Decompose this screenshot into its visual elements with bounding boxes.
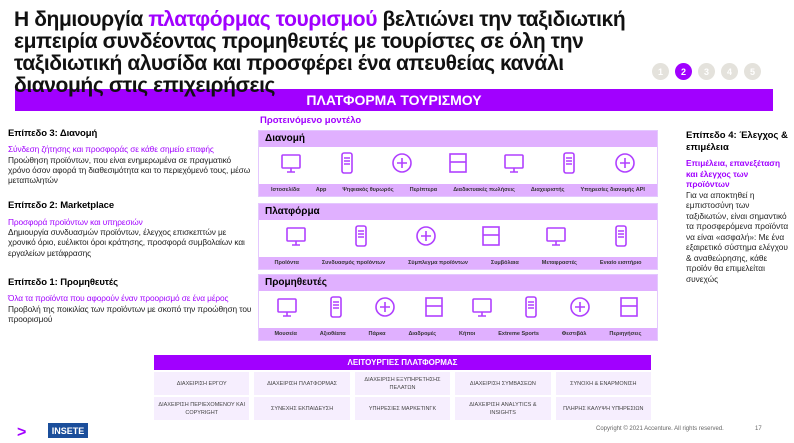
insete-logo: INSETE	[48, 423, 88, 438]
platform-banner: ΠΛΑΤΦΟΡΜΑ ΤΟΥΡΙΣΜΟΥ	[15, 89, 773, 111]
level-subtitle: Επιμέλεια, επανεξέταση και έλεγχος των προϊόντων	[686, 158, 781, 189]
accenture-logo: >	[17, 424, 27, 441]
panel-title: Διανομή	[259, 131, 657, 147]
panel-distribution	[258, 130, 658, 197]
function-cell: ΥΠΗΡΕΣΙΕΣ ΜΑΡΚΕΤΙΝΓΚ	[355, 397, 450, 420]
item-label: Μεταφραστές	[541, 260, 577, 266]
park-tree-icon	[372, 294, 398, 325]
copyright: Copyright © 2021 Accenture. All rights reserved.	[596, 426, 724, 432]
kiosk-icon	[445, 150, 471, 181]
pagination	[652, 63, 761, 80]
page-title	[14, 9, 646, 97]
page-dot-4[interactable]: 4	[721, 63, 738, 80]
item-label: Extreme Sports	[498, 331, 539, 337]
page-dot-2-active[interactable]: 2	[675, 63, 692, 80]
level-2	[8, 201, 252, 257]
title-text-rest: βελτιώνει την ταξιδιωτική εμπειρία συνδέοντας προμηθευτές με τουρίστες σε όλη την ταξιδιωτική αλυσίδα και προσφέρει ένα απευθείας κανάλι διανομής στις επιχειρήσεις	[14, 8, 626, 97]
level-text: Προβολή της ποικιλίας των προϊόντων με σκοπό την προώθηση του προορισμού	[8, 303, 252, 324]
icon-row	[259, 291, 657, 328]
title-text: Η δημιουργία	[14, 8, 149, 31]
app-icon	[334, 150, 360, 181]
functions-grid	[154, 372, 651, 420]
page-dot-3[interactable]: 3	[698, 63, 715, 80]
page-number: 17	[755, 426, 762, 432]
proposed-model-label: Προτεινόμενο μοντέλο	[260, 115, 362, 126]
item-label: Ψηφιακός θυρωρός	[342, 187, 394, 193]
api-globe-icon	[612, 150, 638, 181]
level-4	[686, 130, 790, 284]
levels-description	[8, 129, 252, 340]
museum-icon	[274, 294, 300, 325]
page-dot-1[interactable]: 1	[652, 63, 669, 80]
label-row	[259, 257, 657, 269]
item-label: Πάρκα	[368, 331, 386, 337]
item-label: Συμβόλαια	[490, 260, 519, 266]
item-label: Διαδικτυακές πωλήσεις	[453, 187, 515, 193]
function-cell: ΔΙΑΧΕΙΡΙΣΗ ΠΕΡΙΕΧΟΜΕΝΟΥ ΚΑΙ COPYRIGHT	[154, 397, 249, 420]
function-cell: ΔΙΑΧΕΙΡΙΣΗ ANALYTICS & INSIGHTS	[455, 397, 550, 420]
label-row	[259, 184, 657, 196]
function-cell: ΔΙΑΧΕΙΡΙΣΗ ΠΛΑΤΦΟΡΜΑΣ	[254, 372, 349, 395]
carriage-icon	[616, 294, 642, 325]
panel-platform	[258, 203, 658, 270]
panel-title: Προμηθευτές	[259, 275, 657, 291]
page-dot-5[interactable]: 5	[744, 63, 761, 80]
item-label: Διαδρομές	[408, 331, 437, 337]
panel-suppliers	[258, 274, 658, 341]
functions-title: ΛΕΙΤΟΥΡΓΙΕΣ ΠΛΑΤΦΟΡΜΑΣ	[154, 355, 651, 370]
item-label: Διαχειριστής	[530, 187, 565, 193]
level-text: Δημιουργία συνδυασμών προϊόντων, έλεγχος επισκεπτών με χρονικό όριο, ευέλικτοι όροι κράτησης, προσφορά συμβολαίων και εργαλείων μετάφρασης	[8, 227, 245, 258]
icon-row	[259, 147, 657, 184]
signpost-icon	[469, 294, 495, 325]
function-cell: ΣΥΝΕΧΗΣ ΕΚΠΑΙΔΕΥΣΗ	[254, 397, 349, 420]
item-label: Προϊόντα	[274, 260, 299, 266]
digital-concierge-icon	[389, 150, 415, 181]
products-icon	[283, 223, 309, 254]
level-subtitle: Όλα τα προϊόντα που αφορούν έναν προορισμό σε ένα μέρος	[8, 293, 229, 304]
column-icon	[323, 294, 349, 325]
item-label: Περίπτερα	[409, 187, 438, 193]
online-sales-icon	[501, 150, 527, 181]
network-manager-icon	[556, 150, 582, 181]
item-label: Ιστοσελίδα	[271, 187, 300, 193]
level-3	[8, 129, 252, 185]
icon-row	[259, 220, 657, 257]
level-1	[8, 278, 252, 324]
item-label: Συνδυασμός προϊόντων	[321, 260, 386, 266]
theatre-masks-icon	[567, 294, 593, 325]
function-cell: ΔΙΑΧΕΙΡΙΣΗ ΣΥΜΒΑΣΕΩΝ	[455, 372, 550, 395]
function-cell: ΣΥΝΟΧΗ & ΕΝΑΡΜΟΝΙΣΗ	[556, 372, 651, 395]
label-row	[259, 328, 657, 340]
contract-icon	[478, 223, 504, 254]
level-text: Για να αποκτηθεί η εμπιστοσύνη των ταξιδιωτών, είναι σημαντικό τα προσφερόμενα προϊόντα να είναι «ασφαλή»: Με ένα εξαιρετικό σύστημα ελέγχου & αναθεώρησης, κάθε προϊόν θα επιμελείται συνεχώς	[686, 189, 789, 284]
level-title: Επίπεδο 4: Έλεγχος & επιμέλεια	[686, 130, 788, 153]
level-text: Προώθηση προϊόντων, που είναι ενημερωμένα σε πραγματικό χρόνο όσον αφορά τη διαθεσιμότητα και το περιεχόμενό τους, μέσω μεταπωλητών	[8, 154, 251, 186]
function-cell: ΔΙΑΧΕΙΡΙΣΗ ΕΡΓΟΥ	[154, 372, 249, 395]
item-label: Ενιαίο εισιτήριο	[599, 260, 642, 266]
item-label: Σύμπλεγμα προϊόντων	[408, 260, 468, 266]
ticket-icon	[608, 223, 634, 254]
website-icon	[278, 150, 304, 181]
item-label: Μουσεία	[274, 331, 297, 337]
level-title: Επίπεδο 3: Διανομή	[8, 128, 98, 139]
level-title: Επίπεδο 1: Προμηθευτές	[8, 276, 118, 288]
item-label: Υπηρεσίες διανομής API	[580, 187, 645, 193]
title-highlight: πλατφόρμας τουρισμού	[148, 8, 378, 31]
level-subtitle: Προσφορά προϊόντων και υπηρεσιών	[8, 216, 143, 227]
function-cell: ΠΛΗΡΗΣ ΚΑΛΥΨΗ ΥΠΗΡΕΣΙΩΝ	[556, 397, 651, 420]
platform-functions	[154, 355, 651, 420]
level-title: Επίπεδο 2: Marketplace	[8, 200, 115, 212]
item-label: Κήποι	[459, 331, 476, 337]
function-cell: ΔΙΑΧΕΙΡΙΣΗ ΕΞΥΠΗΡΕΤΗΣΗΣ ΠΕΛΑΤΩΝ	[355, 372, 450, 395]
product-bundle-icon	[348, 223, 374, 254]
translator-chat-icon	[543, 223, 569, 254]
item-label: Περιηγήσεις	[609, 331, 642, 337]
product-cluster-icon	[413, 223, 439, 254]
item-label: Αξιοθέατα	[319, 331, 346, 337]
level-subtitle: Σύνδεση ζήτησης και προσφοράς σε κάθε σημείο επαφής	[8, 144, 214, 155]
jetski-icon	[518, 294, 544, 325]
panel-title: Πλατφόρμα	[259, 204, 657, 220]
bus-route-icon	[421, 294, 447, 325]
item-label: App	[315, 187, 327, 193]
item-label: Φεστιβάλ	[561, 331, 587, 337]
